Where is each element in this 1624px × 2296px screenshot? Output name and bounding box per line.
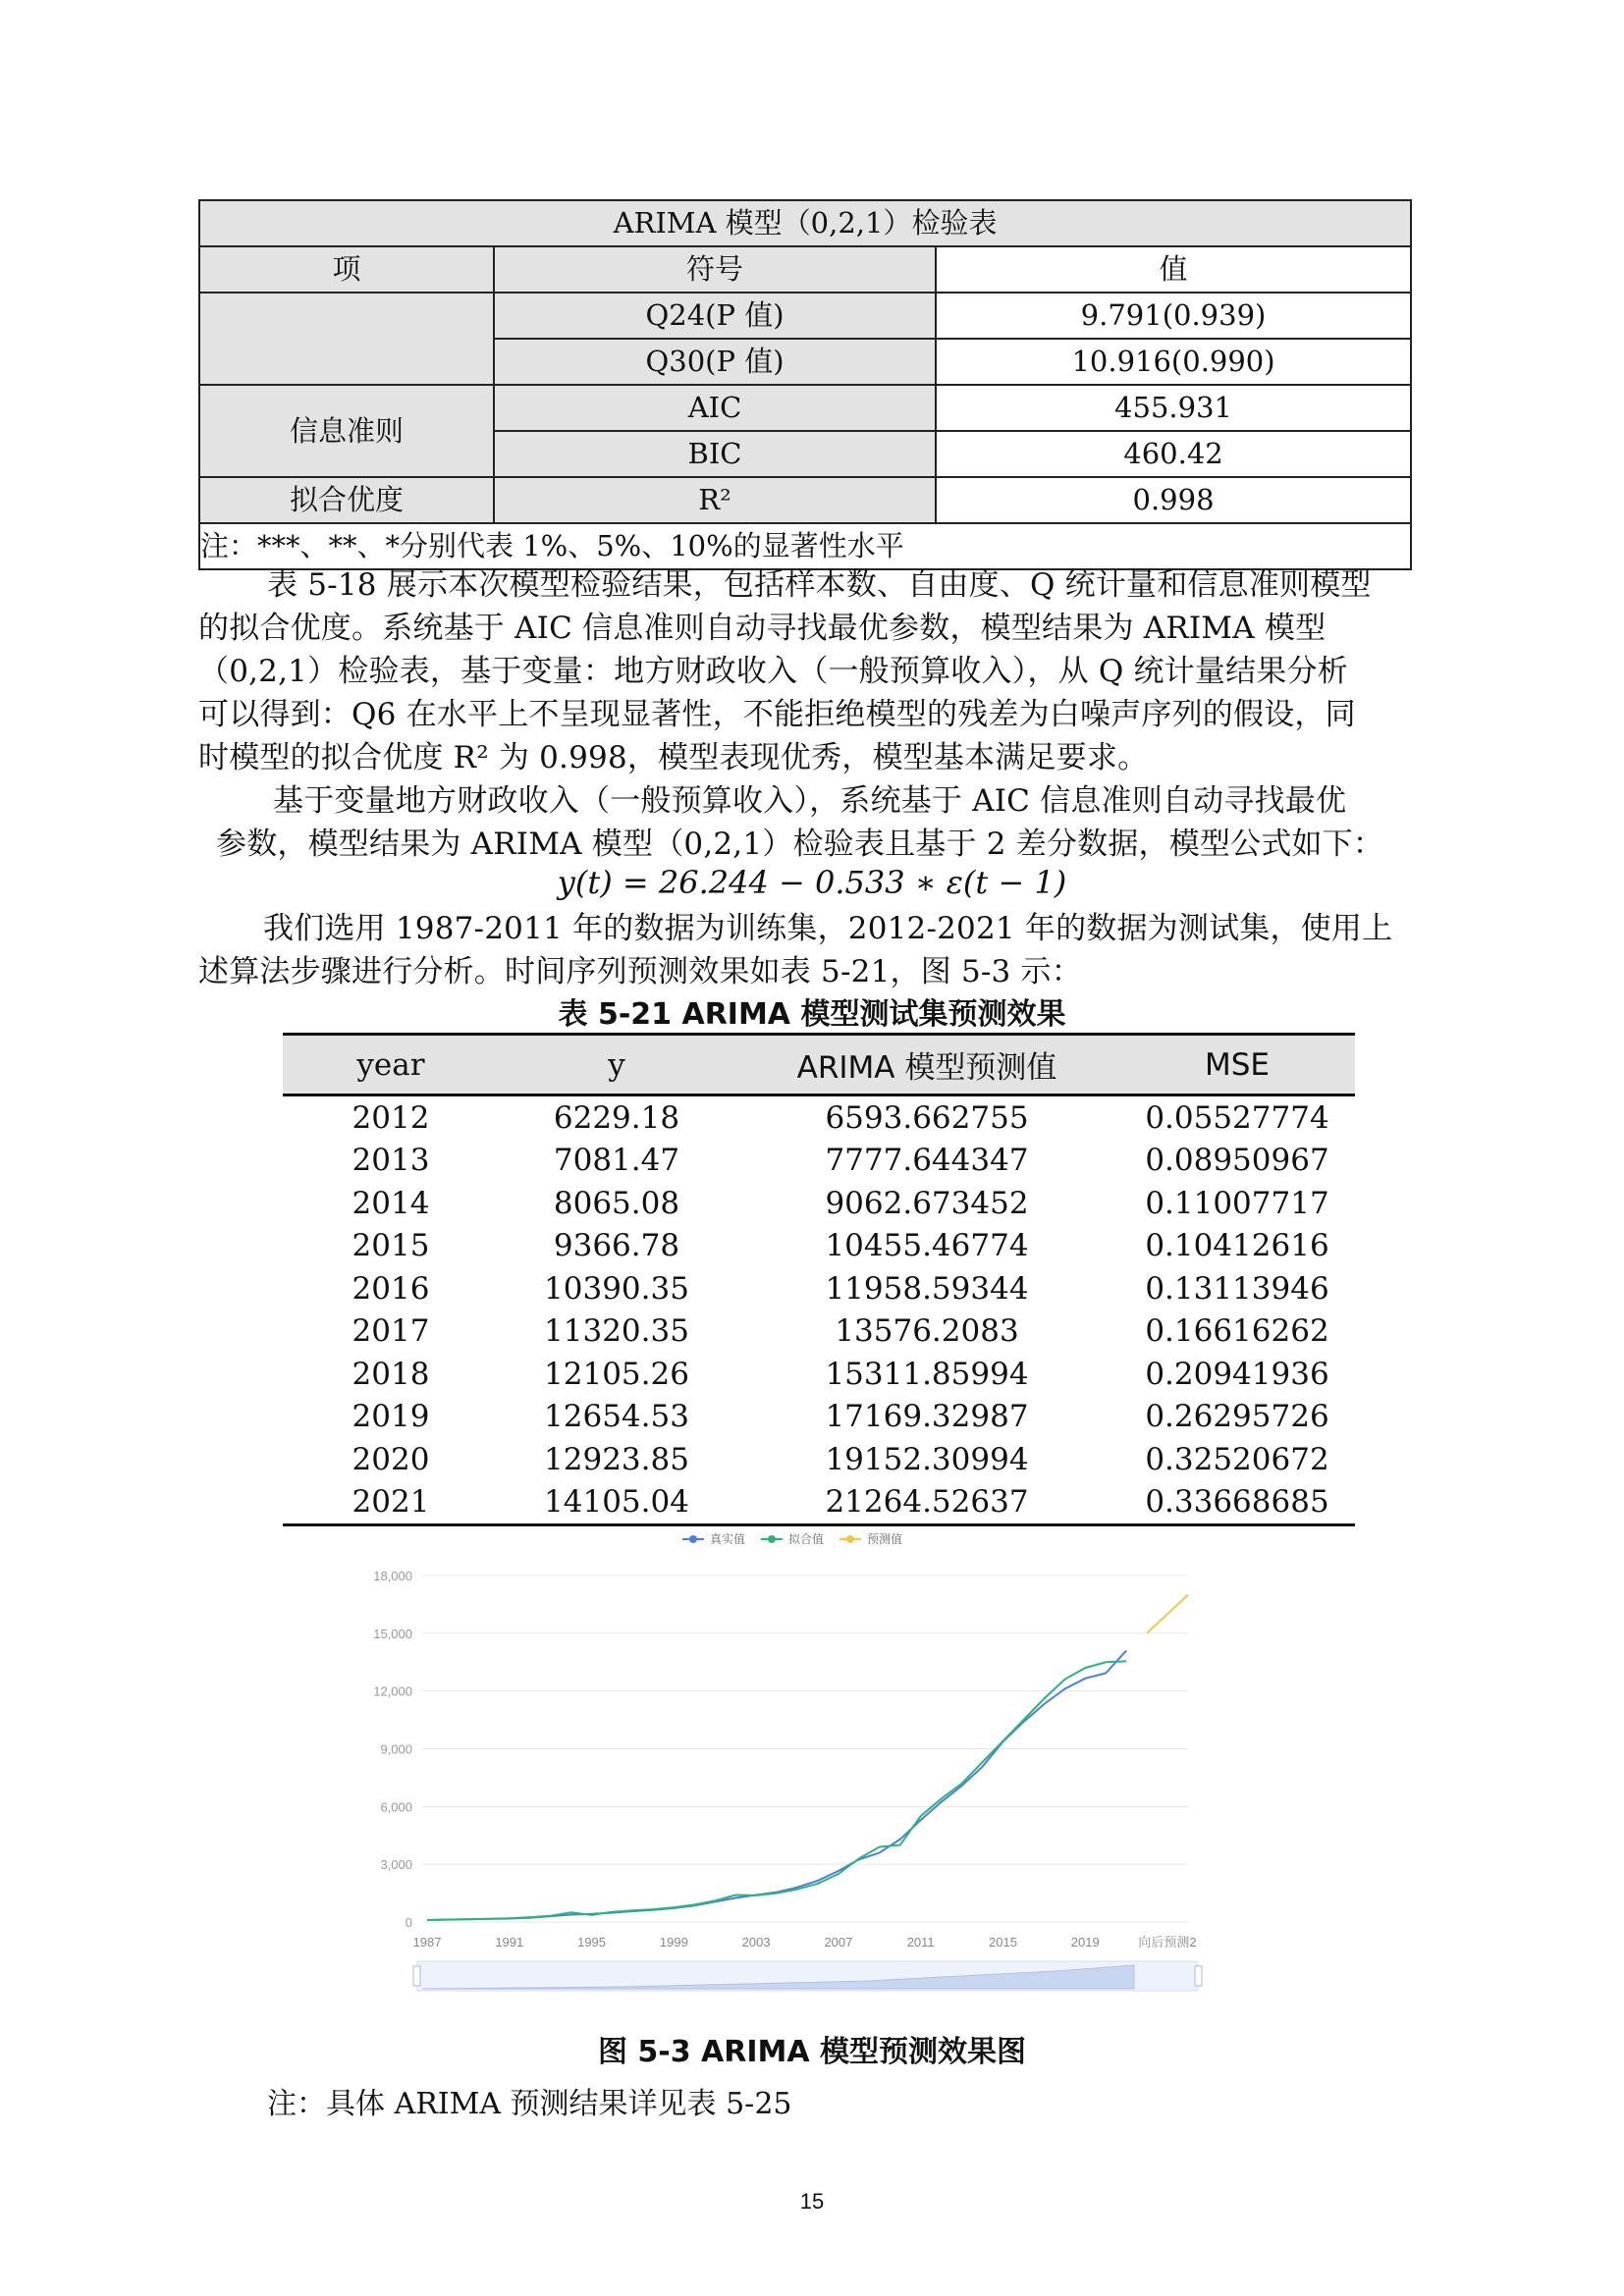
x-tick-label: 2007 <box>824 1935 853 1949</box>
paragraph-line: 基于变量地方财政收入（一般预算收入），系统基于 AIC 信息准则自动寻找最优 <box>273 783 1347 819</box>
header-year: year <box>283 1035 499 1095</box>
cell-mse: 0.11007717 <box>1145 1185 1329 1221</box>
y-tick-label: 12,000 <box>373 1683 412 1699</box>
cell-y: 9366.78 <box>553 1228 680 1264</box>
x-tick-label: 1991 <box>495 1935 524 1949</box>
table-row <box>283 1396 1355 1439</box>
cell-year: 2012 <box>352 1099 430 1136</box>
header-symbol: 符号 <box>494 246 936 293</box>
q-stat-group-cell <box>199 293 494 385</box>
cell-prediction: 21264.52637 <box>734 1481 1119 1525</box>
arima-test-table <box>198 199 1412 570</box>
cell-mse: 0.05527774 <box>1145 1099 1329 1136</box>
cell-mse: 0.13113946 <box>1145 1270 1329 1307</box>
cell-y: 14105.04 <box>499 1481 734 1525</box>
cell-prediction: 17169.32987 <box>825 1399 1029 1435</box>
paragraph-line: 表 5-18 展示本次模型检验结果，包括样本数、自由度、Q 统计量和信息准则模型 <box>267 567 1372 603</box>
cell-year: 2015 <box>352 1228 430 1264</box>
cell-prediction: 11958.59344 <box>825 1270 1029 1307</box>
r2-value: 0.998 <box>936 477 1411 523</box>
paragraph-line: 参数，模型结果为 ARIMA 模型（0,2,1）检验表且基于 2 差分数据，模型公式如下： <box>216 827 1384 862</box>
zoom-handle-left <box>413 1966 420 1986</box>
table2-caption: 表 5-21 ARIMA 模型测试集预测效果 <box>558 997 1066 1032</box>
cell-prediction: 6593.662755 <box>825 1099 1029 1136</box>
legend-label: 拟合值 <box>788 1532 825 1546</box>
table-row <box>283 1095 1355 1140</box>
q24-value: 9.791(0.939) <box>936 293 1411 339</box>
legend-marker <box>768 1535 776 1543</box>
y-tick-label: 15,000 <box>373 1626 412 1641</box>
forecast-table <box>283 1033 1355 1526</box>
y-tick-label: 6,000 <box>380 1799 412 1815</box>
arima-forecast-chart <box>344 1522 1306 2032</box>
header-mse: MSE <box>1119 1035 1355 1095</box>
table-row <box>283 1182 1355 1225</box>
cell-y: 7081.47 <box>553 1143 680 1179</box>
cell-mse: 0.26295726 <box>1145 1399 1329 1435</box>
cell-prediction: 13576.2083 <box>835 1313 1019 1350</box>
forecast-table-body <box>283 1095 1355 1525</box>
cell-mse: 0.33668685 <box>1119 1481 1355 1525</box>
bic-symbol: BIC <box>494 431 936 477</box>
header-y: y <box>499 1035 734 1095</box>
paragraph-line: 述算法步骤进行分析。时间序列预测效果如表 5-21，图 5-3 示： <box>198 954 1082 989</box>
x-tick-label: 2015 <box>989 1935 1017 1949</box>
cell-prediction: 7777.644347 <box>825 1143 1029 1179</box>
aic-symbol: AIC <box>494 385 936 431</box>
cell-y: 10390.35 <box>544 1270 689 1307</box>
y-tick-label: 0 <box>405 1915 412 1930</box>
cell-year: 2014 <box>352 1185 430 1221</box>
paragraph-line: （0,2,1）检验表，基于变量：地方财政收入（一般预算收入），从 Q 统计量结果分析 <box>198 654 1348 689</box>
header-value: 值 <box>936 246 1411 293</box>
cell-year: 2016 <box>352 1270 430 1307</box>
legend-label: 预测值 <box>867 1532 903 1546</box>
cell-y: 12105.26 <box>544 1356 689 1392</box>
cell-mse: 0.10412616 <box>1145 1228 1329 1264</box>
figure-caption: 图 5-3 ARIMA 模型预测效果图 <box>597 2035 1027 2069</box>
header-item: 项 <box>199 246 494 293</box>
header-prediction: ARIMA 模型预测值 <box>734 1035 1119 1095</box>
cell-prediction: 9062.673452 <box>825 1185 1029 1221</box>
cell-mse: 0.32520672 <box>1145 1441 1329 1477</box>
cell-prediction: 10455.46774 <box>825 1228 1029 1264</box>
cell-year: 2019 <box>352 1399 430 1435</box>
cell-prediction: 15311.85994 <box>825 1356 1029 1392</box>
cell-year: 2020 <box>352 1441 430 1477</box>
x-tick-label: 1995 <box>577 1935 607 1949</box>
x-tick-label: 2003 <box>741 1935 771 1949</box>
paragraph-line: 的拟合优度。系统基于 AIC 信息准则自动寻找最优参数，模型结果为 ARIMA 模型 <box>198 611 1326 646</box>
cell-y: 11320.35 <box>544 1313 689 1350</box>
model-formula: y(t) = 26.244 − 0.533 ∗ ε(t − 1) <box>557 864 1067 901</box>
zoom-handle-right <box>1195 1966 1202 1986</box>
y-tick-label: 18,000 <box>373 1569 412 1583</box>
info-criteria-label: 信息准则 <box>199 385 494 477</box>
legend-label: 真实值 <box>710 1532 746 1546</box>
aic-value: 455.931 <box>936 385 1411 431</box>
series-line <box>427 1661 1126 1920</box>
r2-symbol: R² <box>494 477 936 523</box>
cell-mse: 0.20941936 <box>1145 1356 1329 1392</box>
table-row <box>283 1481 1355 1525</box>
cell-year: 2017 <box>352 1313 430 1350</box>
table-note: 注：***、**、*分别代表 1%、5%、10%的显著性水平 <box>199 523 1411 569</box>
cell-prediction: 19152.30994 <box>825 1441 1029 1477</box>
cell-mse: 0.16616262 <box>1145 1313 1329 1350</box>
cell-y: 6229.18 <box>553 1099 680 1136</box>
y-tick-label: 9,000 <box>380 1741 412 1757</box>
x-tick-label: 向后预测2 <box>1138 1935 1197 1949</box>
x-tick-label: 1999 <box>659 1935 688 1949</box>
table-row <box>283 1267 1355 1310</box>
cell-y: 8065.08 <box>553 1185 680 1221</box>
fit-label: 拟合优度 <box>199 477 494 523</box>
x-tick-label: 2019 <box>1070 1935 1100 1949</box>
table-title: ARIMA 模型（0,2,1）检验表 <box>199 200 1411 246</box>
table-row <box>283 1310 1355 1354</box>
paragraph-line: 时模型的拟合优度 R² 为 0.998，模型表现优秀，模型基本满足要求。 <box>198 740 1149 775</box>
page-number: 15 <box>799 2189 825 2214</box>
cell-year: 2018 <box>352 1356 430 1392</box>
table-row <box>283 1438 1355 1481</box>
bic-value: 460.42 <box>936 431 1411 477</box>
paragraph-line: 我们选用 1987-2011 年的数据为训练集，2012-2021 年的数据为测试集，使用上 <box>263 911 1393 946</box>
x-tick-label: 2011 <box>906 1935 935 1949</box>
table-row <box>283 1225 1355 1268</box>
q30-symbol: Q30(P 值) <box>494 339 936 385</box>
q24-symbol: Q24(P 值) <box>494 293 936 339</box>
q30-value: 10.916(0.990) <box>936 339 1411 385</box>
legend-marker <box>846 1535 854 1543</box>
table-row <box>283 1353 1355 1396</box>
footnote: 注：具体 ARIMA 预测结果详见表 5-25 <box>267 2087 792 2121</box>
cell-year: 2021 <box>283 1481 499 1525</box>
cell-year: 2013 <box>352 1143 430 1179</box>
paragraph-line: 可以得到：Q6 在水平上不呈现显著性，不能拒绝模型的残差为白噪声序列的假设，同 <box>198 697 1356 732</box>
table-row <box>283 1140 1355 1183</box>
x-tick-label: 1987 <box>412 1935 442 1949</box>
cell-y: 12654.53 <box>544 1399 689 1435</box>
series-line <box>1147 1595 1188 1633</box>
y-tick-label: 3,000 <box>380 1857 412 1873</box>
cell-y: 12923.85 <box>544 1441 689 1477</box>
cell-mse: 0.08950967 <box>1145 1143 1329 1179</box>
legend-marker <box>689 1535 697 1543</box>
